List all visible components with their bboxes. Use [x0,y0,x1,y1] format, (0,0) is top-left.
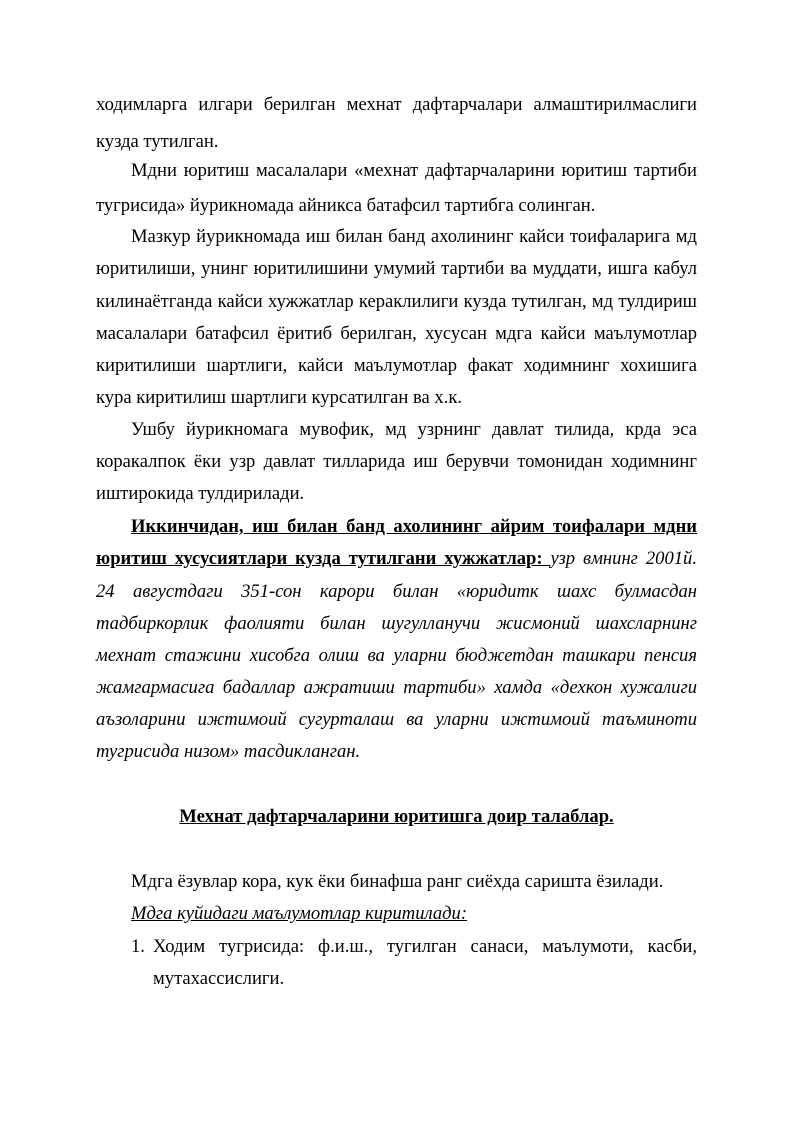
paragraph-line: коракалпок ёки узр давлат тилларида иш берувчи томонидан ходимнинг [96,451,697,472]
list-intro: Мдга куйидаги маълумотлар киритилади: [131,903,468,924]
paragraph-line: Ушбу йурикномага мувофик, мд узрнинг давлат тилида, крда эса [131,419,697,440]
list-item-line: мутахассислиги. [153,968,285,989]
paragraph-line: Мазкур йурикномада иш билан банд ахолининг кайси тоифаларига мд [131,226,697,247]
italic-line: тугрисида низом» тасдикланган. [96,741,361,762]
section-lead-bold: юритиш хусусиятлари кузда тутилгани хужжатлар: [96,548,551,569]
italic-line: аъзоларини ижтимоий сугурталаш ва уларни ижтимоий таъминоти [96,709,697,730]
italic-line: жамгармасига бадаллар ажратиши тартиби» хамда «дехкон хужалиги [96,677,697,698]
italic-line: тадбиркорлик фаолияти билан шугулланучи жисмоний шахсларнинг [96,613,697,634]
paragraph-line: ходимларга илгари берилган мехнат дафтарчалари алмаштирилмаслиги [96,94,697,115]
italic-line: мехнат стажини хисобга олиш ва уларни бюджетдан ташкари пенсия [96,645,697,666]
paragraph-line: юритилиши, унинг юритилишини умумий тартиби ва муддати, ишга кабул [96,258,697,279]
list-number: 1. [131,936,145,957]
paragraph-line: кузда тутилган. [96,131,219,152]
section-heading: Мехнат дафтарчаларини юритишга доир талаблар. [179,806,614,827]
paragraph-line: килинаётганда кайси хужжатлар кераклилиги кузда тутилган, мд тулдириш [96,291,697,312]
paragraph-line: Мдни юритиш масалалари «мехнат дафтарчаларини юритиш тартиби [131,160,697,181]
list-item-line: Ходим тугрисида: ф.и.ш., тугилган санаси, маълумоти, касби, [153,936,697,957]
section-lead-bold: Иккинчидан, иш билан банд ахолининг айрим тоифалари мдни [131,516,697,537]
paragraph-line: Мдга ёзувлар кора, кук ёки бинафша ранг сиёхда саришта ёзилади. [131,871,664,892]
italic-line: 24 августдаги 351-сон карори билан «юридитк шахс булмасдан [96,581,697,602]
italic-text: узр вмнинг 2001й. [550,548,697,569]
paragraph-line: тугрисида» йурикномада айникса батафсил тартибга солинган. [96,195,596,216]
paragraph-line: киритилиши шартлиги, кайси маълумотлар факат ходимнинг хохишига [96,355,697,376]
paragraph-line: кура киритилиш шартлиги курсатилган ва х.к. [96,387,463,408]
paragraph-line [96,548,697,570]
paragraph-line: иштирокида тулдирилади. [96,483,305,504]
paragraph-line: масалалари батафсил ёритиб берилган, хусусан мдга кайси маълумотлар [96,323,697,344]
